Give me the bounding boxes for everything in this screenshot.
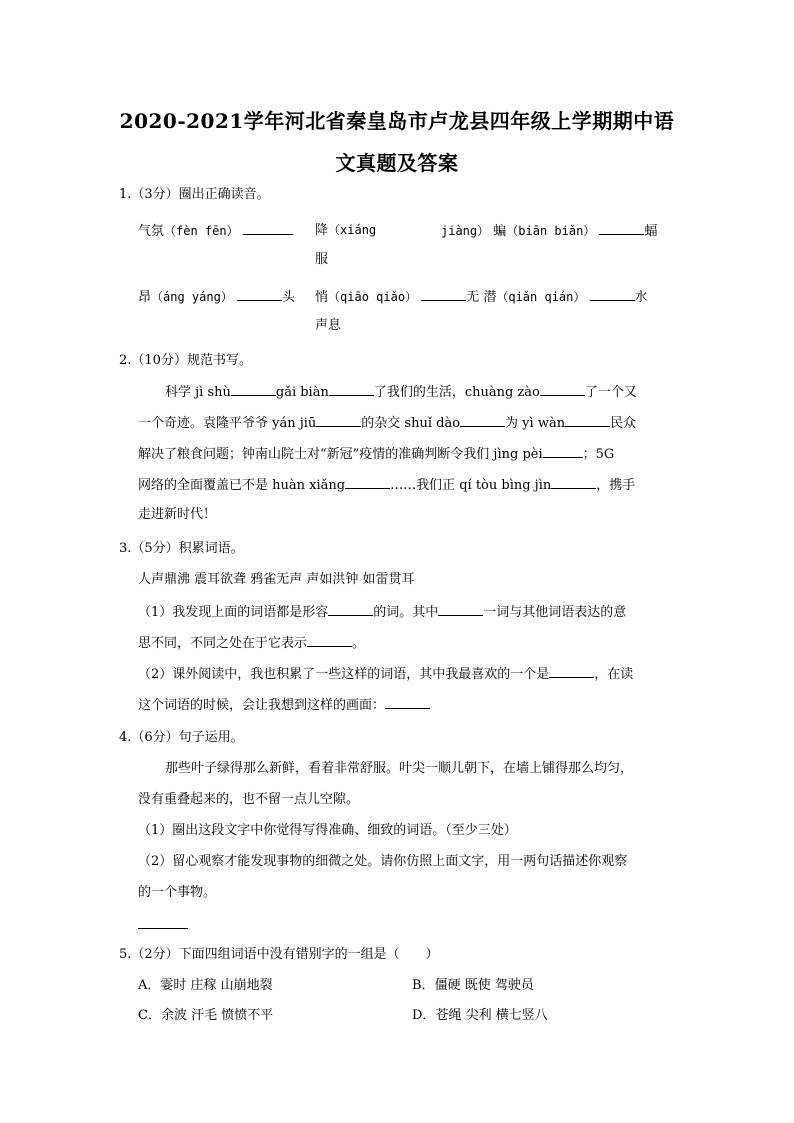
q2-text: 网络的全面覆盖已不是 huàn xiǎng [138,478,346,493]
answer-blank[interactable] [345,475,390,489]
q1-item-1-pinyin: （fèn fēn） [164,224,239,238]
q1-item-3-char: 蝙 [493,224,507,239]
q1-item-2-char: 降 [315,223,329,238]
option-text: 僵硬 既使 驾驶员 [434,978,534,993]
q5-option-b[interactable] [412,977,534,995]
answer-blank[interactable] [231,382,276,396]
option-label: A． [138,978,161,993]
q5-option-d[interactable] [412,1007,548,1025]
answer-blank[interactable] [329,382,374,396]
q1-item-2-pinyin-a: （xiáng [328,223,377,237]
q1-item-3-pinyin: （biān biǎn） [506,224,596,238]
option-text: 余波 汗毛 愤愤不平 [160,1008,274,1023]
q3-text: 这个词语的时候，会让我想到这样的画面： [138,698,386,713]
q1-item-2b [441,221,657,241]
q1-item-5-after: 无 [466,290,480,305]
q5-header: 5.（2分）下面四组词语中没有错别字的一组是（ ） [119,947,439,962]
q2-text: 了一个又 [584,385,637,400]
answer-blank[interactable] [138,915,188,929]
answer-blank[interactable] [549,664,594,678]
q2-text: gǎi biàn [275,385,329,400]
q3-text: （2）课外阅读中，我也积累了一些这样的词语，其中我最喜欢的一个是 [138,667,550,682]
q2-text: ……我们正 qí tòu bìng jìn [390,478,552,493]
q3-sub1-line2 [138,633,365,653]
answer-blank[interactable] [551,475,596,489]
q1-header: 1.（3分）圈出正确读音。 [119,187,270,202]
q1-item-6-after: 水 [634,290,648,305]
q2-text: 解决了粮食问题；钟南山院士对“新冠”疫情的准确判断令我们 jìng pèi [138,447,543,462]
q3-header: 3.（5分）积累词语。 [119,541,244,556]
answer-blank[interactable] [438,602,483,616]
q2-text: 了我们的生活，chuàng zào [373,385,540,400]
answer-blank[interactable] [316,413,361,427]
q1-item-5-pinyin: （qiāo qiǎo） [328,290,418,304]
q1-item-6-char: 潜 [483,290,497,305]
answer-blank[interactable] [590,287,635,301]
q2-text: 科学 jì shù [165,385,231,400]
q2-text: 为 yì wàn [505,416,566,431]
answer-blank[interactable] [237,287,282,301]
answer-blank[interactable] [243,221,293,235]
answer-blank[interactable] [599,221,644,235]
q3-sub2-line2 [138,695,430,715]
q2-text: 的杂交 shuǐ dào [361,416,461,431]
answer-blank[interactable] [328,602,373,616]
q2-line-5: 走进新时代！ [138,507,217,522]
q1-item-4 [138,287,295,307]
answer-blank[interactable] [307,633,352,647]
q4-header: 4.（6分）句子运用。 [119,730,244,745]
q5-option-c[interactable] [138,1007,273,1025]
q4-passage-line2: 没有重叠起来的，也不留一点儿空隙。 [138,792,360,807]
q3-text: 的词。其中 [373,605,439,620]
q3-text: ，在读 [594,667,634,682]
answer-blank[interactable] [565,413,610,427]
q1-item-1-char: 气氛 [138,224,165,239]
q3-text: 一词与其他词语表达的意 [483,605,627,620]
option-text: 苍绳 尖利 横七竖八 [435,1008,548,1023]
q1-item-5 [315,287,648,307]
option-label: B． [412,978,435,993]
q1-item-4-pinyin: （áng yáng） [151,290,233,304]
q2-text: ，携手 [596,478,636,493]
q2-line-2 [138,413,636,433]
q1-wrap-text: 声息 [315,318,342,333]
document-title-line2: 文真题及答案 [335,151,459,175]
q1-item-2-pinyin-b: jiàng） [441,224,490,238]
q4-sub2-line1: （2）留心观察才能发现事物的细微之处。请你仿照上面文字，用一两句话描述你观察 [138,854,628,869]
q2-line-1 [165,382,637,402]
answer-blank[interactable] [543,444,583,458]
answer-blank[interactable] [540,382,585,396]
answer-blank[interactable] [385,695,430,709]
q4-answer-line [138,915,188,935]
q1-item-5-char: 悄 [315,290,329,305]
q1-item-4-char: 昂 [138,290,152,305]
q4-passage-line1: 那些叶子绿得那么新鲜，看着非常舒服。叶尖一顺儿朝下，在墙上铺得那么均匀， [165,761,634,776]
q3-text: 思不同，不同之处在于它表示 [138,636,308,651]
q3-text: （1）我发现上面的词语都是形容 [138,605,329,620]
q3-sub2-line1 [138,664,633,684]
q1-item-1 [138,221,293,241]
answer-blank[interactable] [460,413,505,427]
q2-line-4 [138,475,635,495]
q1-item-3-after: 蝠 [644,224,658,239]
q4-sub1: （1）圈出这段文字中你觉得写得准确、细致的词语。（至少三处） [138,823,517,838]
q1-item-2-after: 服 [315,252,329,267]
answer-blank[interactable] [421,287,466,301]
q2-text: ；5G [582,447,615,462]
q5-option-a[interactable] [138,977,273,995]
q4-sub2-line2: 的一个事物。 [138,885,217,900]
q1-item-4-after: 头 [281,290,295,305]
document-title-line1: 2020-2021学年河北省秦皇岛市卢龙县四年级上学期期中语 [119,109,675,133]
option-label: D． [412,1008,436,1023]
option-text: 霎时 庄稼 山崩地裂 [160,978,273,993]
q2-line-3 [138,444,614,464]
option-label: C． [138,1008,161,1023]
q3-words: 人声鼎沸 震耳欲聋 鸦雀无声 声如洪钟 如雷贯耳 [138,572,415,587]
q3-text: 。 [352,636,366,651]
q2-text: 民众 [610,416,637,431]
q1-item-2 [315,221,376,240]
q3-sub1-line1 [138,602,626,622]
q2-header: 2.（10分）规范书写。 [119,353,252,368]
q1-item-6-pinyin: （qiǎn qián） [496,290,586,304]
q2-text: 一个奇迹。袁隆平爷爷 yán jiū [138,416,317,431]
